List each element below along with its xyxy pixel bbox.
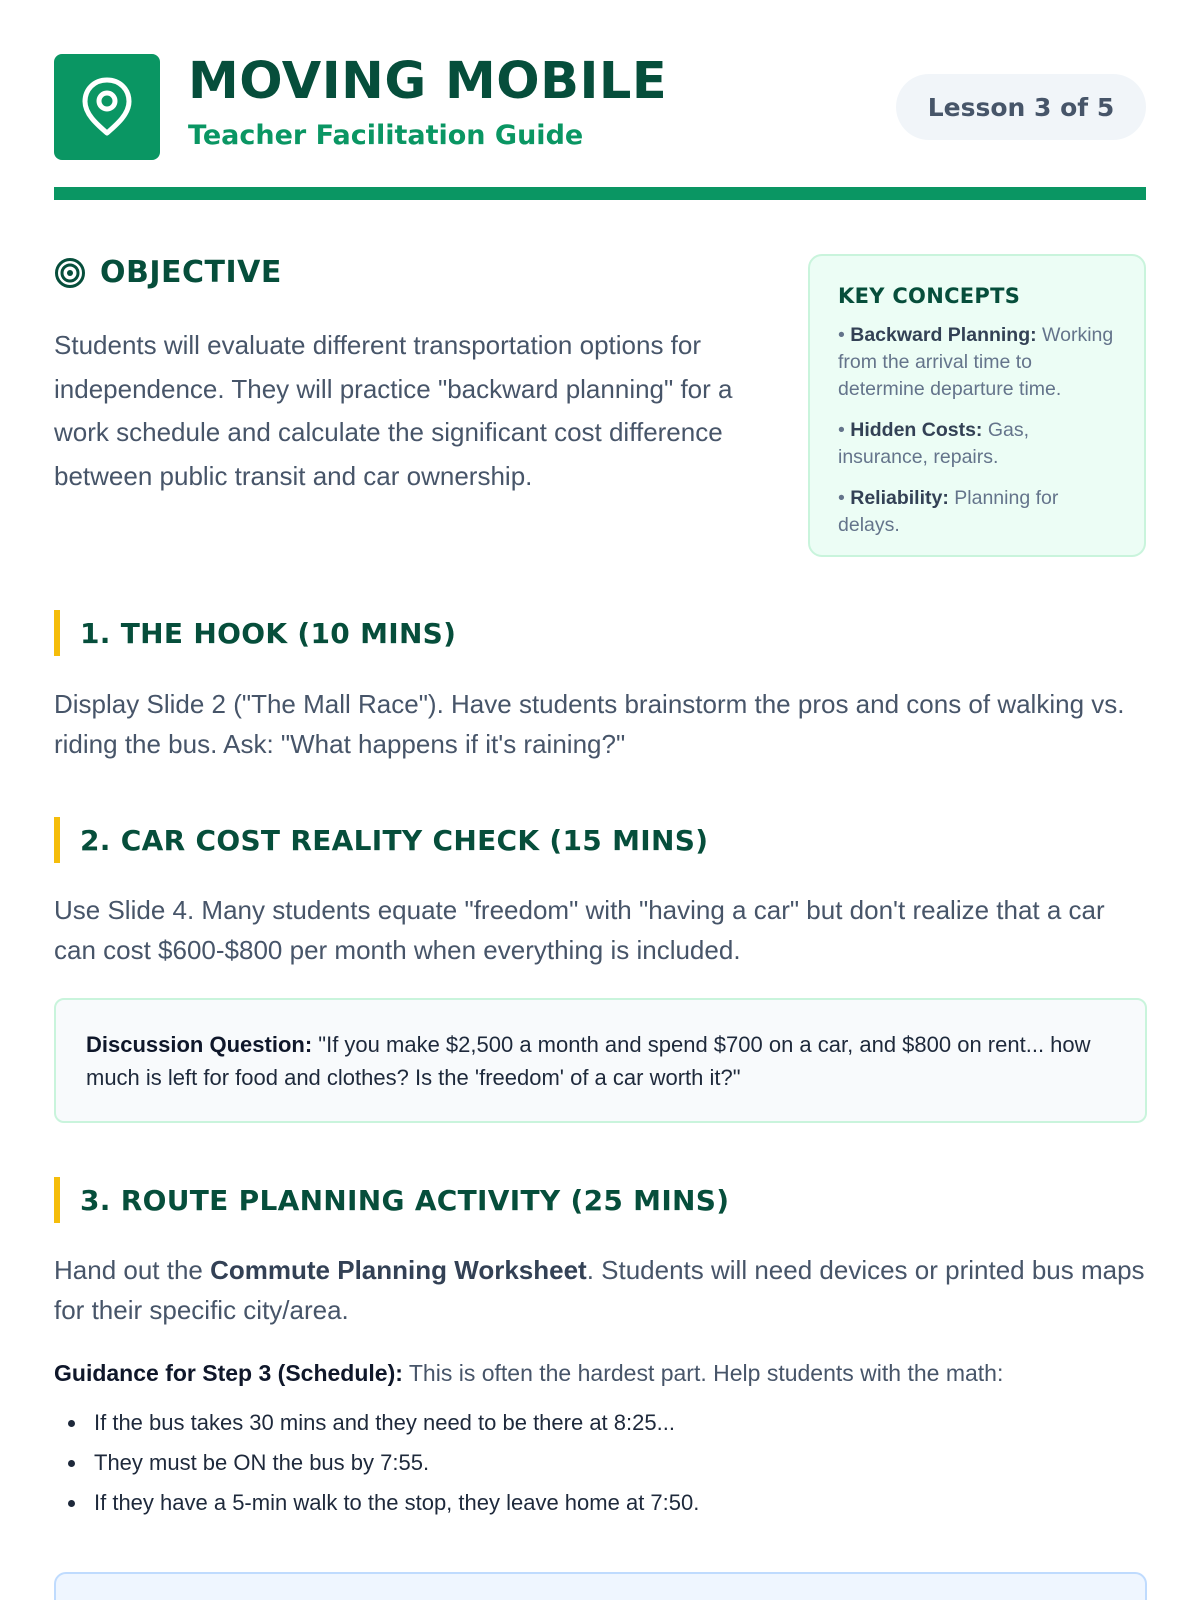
car-cost-text: Use Slide 4. Many students equate "freedom" with "having a car" but don't realize that a car can cost $600-$800 per month when everything is included. <box>54 895 1105 965</box>
guidance-label: Guidance for Step 3 (Schedule): <box>54 1360 403 1386</box>
target-icon <box>54 257 86 289</box>
key-concept-desc: Planning for delays. <box>838 487 1059 536</box>
key-concepts-title: KEY CONCEPTS <box>838 284 1021 308</box>
key-concepts-box <box>808 254 1146 557</box>
page-subtitle: Teacher Facilitation Guide <box>188 120 584 151</box>
logo <box>54 54 160 160</box>
discussion-text: "If you make $2,500 a month and spend $700 on a car, and $800 on rent... how much is left for food and clothes? Is the 'freedom' of a car worth it?" <box>86 1032 1091 1090</box>
key-concept-term: Backward Planning: <box>850 324 1037 346</box>
route-text-end: . Students will need devices or printed bus maps for their specific city/area. <box>54 1255 1145 1325</box>
key-concept-term: Reliability: <box>850 487 949 509</box>
hook-text: Display Slide 2 ("The Mall Race"). Have students brainstorm the pros and cons of walking vs. riding the bus. Ask: "What happens if it's raining?" <box>54 689 1125 759</box>
key-concept-item: • Backward Planning: Working from the arrival time to determine departure time. <box>838 324 1114 400</box>
objective-text: Students will evaluate different transportation options for independence. They will practice "backward planning" for a work schedule and calculate the significant cost difference between public transit and car ownership. <box>54 330 733 491</box>
list-item: If they have a 5-min walk to the stop, they leave home at 7:50. <box>54 1483 1146 1523</box>
objective-heading <box>54 255 774 290</box>
worksheet-name: Commute Planning Worksheet <box>210 1255 587 1285</box>
guidance-body: This is often the hardest part. Help students with the math: <box>402 1360 1004 1386</box>
section-heading-route-planning: 3. ROUTE PLANNING ACTIVITY (25 MINS) <box>54 1177 729 1223</box>
list-item: They must be ON the bus by 7:55. <box>54 1443 1146 1483</box>
route-text-start: Hand out the <box>54 1255 211 1285</box>
key-concept-term: Hidden Costs: <box>850 419 983 441</box>
map-pin-icon <box>79 76 135 138</box>
objective-heading-label: OBJECTIVE <box>100 255 282 290</box>
list-item: If the bus takes 30 mins and they need to be there at 8:25... <box>54 1403 1146 1443</box>
discussion-label: Discussion Question: <box>86 1032 313 1057</box>
info-box <box>54 1572 1147 1600</box>
section-heading-car-cost: 2. CAR COST REALITY CHECK (15 MINS) <box>54 817 708 863</box>
lesson-badge: Lesson 3 of 5 <box>896 74 1146 140</box>
key-concept-item: • Reliability: Planning for delays. <box>838 487 1059 536</box>
schedule-bullets <box>54 1403 1146 1523</box>
key-concept-item: • Hidden Costs: Gas, insurance, repairs. <box>838 419 1030 468</box>
objective-section <box>54 255 774 498</box>
guidance-text <box>54 1357 1146 1389</box>
section-heading-hook: 1. THE HOOK (10 MINS) <box>54 610 456 656</box>
route-planning-text <box>54 1250 1146 1330</box>
discussion-question-box <box>54 998 1147 1123</box>
key-concept-desc: Gas, insurance, repairs. <box>838 419 1030 468</box>
key-concept-desc: Working from the arrival time to determine departure time. <box>838 324 1114 400</box>
page-title: MOVING MOBILE <box>188 52 668 111</box>
header <box>54 0 1146 200</box>
header-divider <box>54 187 1146 200</box>
